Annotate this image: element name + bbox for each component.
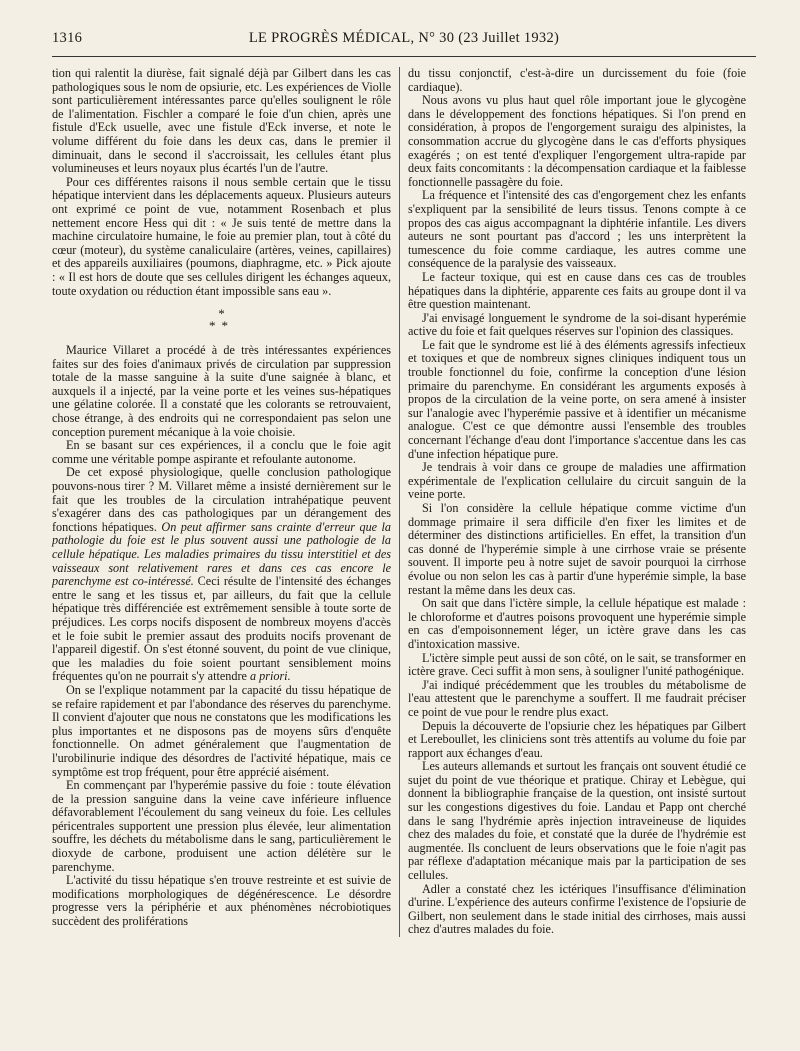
- italic-passage: On peut affirmer sans crainte d'erreur que la pathologie du foie est le plus souvent aussi une pathologie de la cellule hépatique. Les maladies primaires du tissu interstitiel et des vaisseaux sont relativement rares et dans ces cas encore le parenchyme est co-intéressé.: [52, 519, 391, 589]
- separator-star-top: *: [218, 306, 225, 322]
- running-header: [52, 30, 756, 57]
- italic-a-priori: a priori.: [249, 669, 291, 684]
- paragraph: Le facteur toxique, qui est en cause dans ces cas de troubles hépatiques dans la diphtérie, apparente ces faits au groupe dont il va être question maintenant.: [408, 269, 746, 312]
- paragraph: [52, 466, 391, 684]
- paragraph-text: De cet exposé physiologique, quelle conclusion pathologique pouvons-nous tirer ? M. Villaret même a insisté dernièrement sur le fait que les troubles de la circulation intrahépatique peuvent s'exagérer dans des cas pathologiques par un dérangement des fonctions hépatiques.: [52, 465, 391, 534]
- paragraph: Si l'on considère la cellule hépatique comme victime d'un dommage primaire il sera difficile d'en fixer les limites et de déterminer des distinctions artificielles. En effet, la transition d'un cas donné de l'hyperémie simple à une cirrhose vraie se présente souvent. Il importe peu à notre sujet de savoir pourquoi la cirrhose évolue ou non selon les cas à partir d'une hyperémie simple, la base restant la même dans les deux cas.: [408, 501, 746, 597]
- paragraph: Pour ces différentes raisons il nous semble certain que le tissu hépatique intervient dans les déplacements aqueux. Plusieurs auteurs ont exprimé ce point de vue, notamment Rosenbach et plus nettement encore Hess qui dit : « Je suis tenté de mettre dans la machine circulatoire humaine, le foie au premier plan, tout à côté du cœur (moteur), du système canaliculaire (artères, veines, capillaires) et des appareils auxiliaires (poumons, diaphragme, etc. » Pick ajoute : « Il est hors de doute que ses cellules dirigent les échanges aqueux, toute oxydation ou réduction étant impossible sans eau ».: [52, 174, 391, 298]
- right-column: [399, 67, 746, 937]
- paragraph: du tissu conjonctif, c'est-à-dire un durcissement du foie (foie cardiaque).: [408, 66, 746, 94]
- paragraph: Maurice Villaret a procédé à de très intéressantes expériences faites sur des foies d'animaux privés de circulation par suppression totale de la masse sanguine à la suite d'une saignée à blanc, et auxquels il a injecté, par la veine porte et les veines sus-hépatiques une gélatine colorée. Il a constaté que les colorants se retrouvaient, chose étrange, à des endroits qui ne correspondaient pas selon une conception purement mécanique à la voie choisie.: [52, 343, 391, 439]
- paragraph: On se l'explique notamment par la capacité du tissu hépatique de se refaire rapidement et par l'abondance des réserves du parenchyme. Il convient d'ajouter que nous ne constatons que les modifications les plus importantes et ne disposons pas de moyens sûrs d'enquête fonctionnelle. On admet généralement que l'augmentation de l'urobilinurie indique des désordres de l'activité hépatique, mais ce symptôme est trop fréquent, pour être apprécié aisément.: [52, 682, 391, 779]
- paragraph: L'ictère simple peut aussi de son côté, on le sait, se transformer en ictère grave. Ceci suffit à mon sens, à souligner l'unité pathogénique.: [408, 650, 746, 679]
- left-column: [52, 67, 399, 937]
- paragraph: Depuis la découverte de l'opsiurie chez les hépatiques par Gilbert et Lereboullet, les cliniciens sont très attentifs au volume du foie par rapport aux échanges d'eau.: [408, 718, 746, 760]
- paragraph: Je tendrais à voir dans ce groupe de maladies une affirmation expérimentale de l'explication cellulaire du circuit sanguin de la veine porte.: [408, 460, 746, 502]
- text-columns: [52, 67, 756, 937]
- paragraph: Nous avons vu plus haut quel rôle important joue le glycogène dans le développement des fonctions hépatiques. Si l'on prend en considération, à propos de l'engorgement suraigu des alpinistes, la consommation accrue du glycogène dans le cas d'efforts physiques exagérés ; on est tenté d'expliquer l'engorgement ultra-rapide par deux faits concomitants : la décompensation cardiaque et la faiblesse fonctionnelle passagère du foie.: [408, 93, 746, 189]
- paragraph: La fréquence et l'intensité des cas d'engorgement chez les enfants s'expliquent par la sensibilité de leurs tissus. Tenons compte à ce propos des cas aigus accompagnant la diphtérie infantile. Les divers auteurs ne sont pourtant pas d'accord ; les uns interprètent la tumescence du foie comme cardiaque, les autres comme une conséquence de la paralysie des vaisseaux.: [408, 188, 746, 271]
- paragraph: L'activité du tissu hépatique s'en trouve restreinte et est suivie de modifications morphologiques de dégénérescence. Le désordre progresse vers la périphérie et aux phénomènes nécrobiotiques succèdent des proliférations: [52, 873, 391, 929]
- paragraph: On sait que dans l'ictère simple, la cellule hépatique est malade : le chloroforme et d'autres poisons provoquent une hyperémie simple en cas d'empoisonnement léger, un ictère grave dans les cas d'intoxication massive.: [408, 596, 746, 651]
- paragraph: Le fait que le syndrome est lié à des éléments agressifs infectieux et toxiques et que de nombreux signes cliniques indiquent tous un trouble fonctionnel du foie, confirme la conception d'une lésion primaire du parenchyme. En considérant les arguments exposés à propos de la circulation de la veine porte, on sera amené à insister sur l'analogie avec l'hyperémie passive et à identifier un mécanisme analogue. C'est ce que démontre aussi l'ensemble des troubles concernant l'échange d'eau dont l'importance s'accentue dans les cas d'une infection hépatique pure.: [408, 337, 746, 461]
- paragraph: En se basant sur ces expériences, il a conclu que le foie agit comme une véritable pompe aspirante et refoulante autonome.: [52, 438, 391, 466]
- paragraph: J'ai envisagé longuement le syndrome de la soi-disant hyperémie active du foie et fait quelques réserves sur l'opinion des classiques.: [408, 310, 746, 339]
- paragraph: Adler a constaté chez les ictériques l'insuffisance d'élimination d'urine. L'expérience des auteurs confirme l'existence de l'opsiurie de Gilbert, non seulement dans le stade initial des cirrhoses, mais aussi chez d'autres malades du foie.: [408, 881, 746, 937]
- section-separator: [52, 308, 391, 332]
- paragraph-text: Ceci résulte de l'intensité des échanges entre le sang et les tissus et, par ailleurs, du fait que la cellule hépatique très différenciée est extrêmement sensible à toute sorte de préjudices. Les corps nocifs disposent de nombreux moyens d'accès et le foie subit le premier assaut des produits nocifs provenant de l'appareil digestif. On s'est étonné souvent, du point de vue clinique, que les maladies du foie soient pourtant sensiblement moins fréquentes qu'on ne pourrait s'y attendre: [52, 574, 392, 684]
- paragraph: J'ai indiqué précédemment que les troubles du métabolisme de l'eau attestent que le parenchyme a souffert. Il me faudrait préciser ce point de vue pour le rendre plus exact.: [408, 677, 746, 719]
- paragraph: Les auteurs allemands et surtout les français ont souvent étudié ce sujet du point de vue théorique et pratique. Chiray et Lebègue, qui donnent la bibliographie française de la question, ont insisté surtout sur les congestions digestives du foie. Landau et Papp ont cherché dans le sang l'hydrémie après injection intraveineuse de liquides chez des malades du foie, et constaté que la durée de l'hydrémie est augmentée. Ils concluent de leurs observations que le foie n'agit pas par réflexe d'adaptation mécanique mais par la participation de ses cellules.: [408, 759, 746, 883]
- journal-title: LE PROGRÈS MÉDICAL, N° 30 (23 Juillet 1932): [248, 30, 560, 46]
- paragraph: tion qui ralentit la diurèse, fait signalé déjà par Gilbert dans les cas pathologiques sous le nom de opsiurie, etc. Les expériences de Violle sont particulièrement intéressantes parce qu'elles soulignent le rôle de l'alimentation. Fischler a comparé le foie d'un chien, après une fistule d'Eck usuelle, avec une fistule d'Eck inverse, et note le volume différent du foie dans les deux cas, dans le premier il diminuait, dans le second il s'accroissait, les cellules étant plus volumineuses et leurs noyaux plus écartés l'un de l'autre.: [52, 66, 391, 176]
- separator-stars-bottom: **: [209, 318, 234, 334]
- paragraph: En commençant par l'hyperémie passive du foie : toute élévation de la pression sanguine dans la veine cave inférieure influence défavorablement l'écoulement du sang veineux du foie. Les cellules péricentrales supportent une pression plus élevée, leur alimentation souffre, les déchets du métabolisme dans le sang, particulièrement le dioxyde de carbone, produisent une action délétère sur le parenchyme.: [52, 778, 391, 874]
- page-number: 1316: [52, 30, 83, 46]
